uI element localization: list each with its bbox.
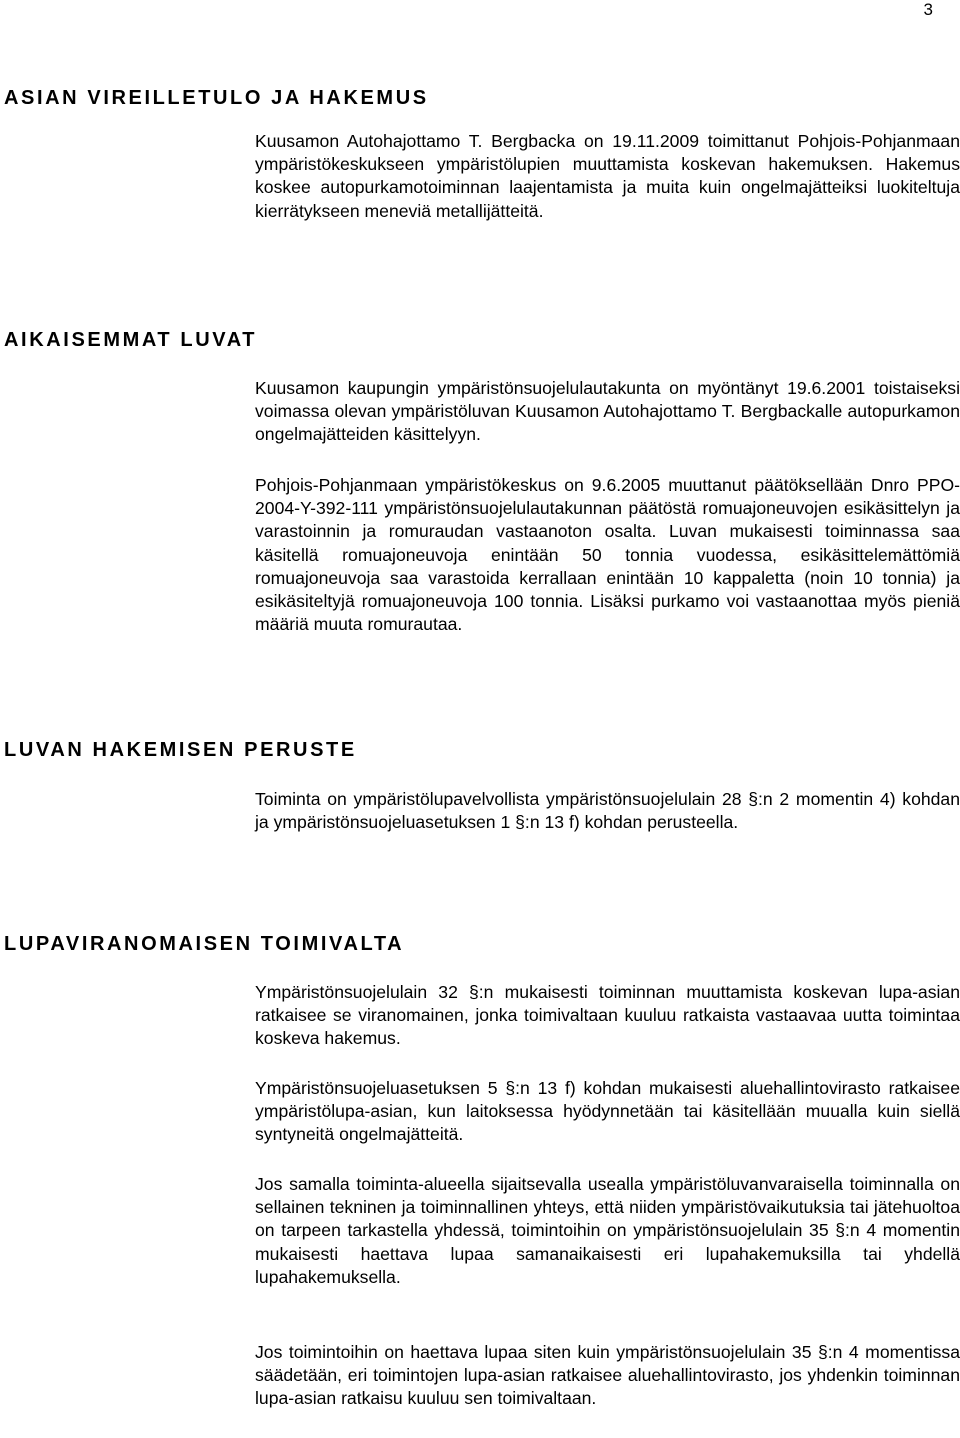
page-number: 3	[923, 0, 933, 19]
paragraph-toimivalta-3: Jos samalla toiminta-alueella sijaitsevalla usealla ympäristöluvanvaraisella toiminnalla on sellainen tekninen ja toiminnallinen yhteys, että niiden ympäristövaikutuksia tai jätehuoltoa on tarpeen tarkastella yhdessä, toimintoihin on ympäristönsuojelulain 35 §:n 4 momentin mukaisesti haettava lupaa samanaikaisesti eri lupahakemuksilla tai yhdellä lupahakemuksella.	[255, 1174, 960, 1287]
paragraph-toimivalta-2: Ympäristönsuojeluasetuksen 5 §:n 13 f) kohdan mukaisesti aluehallintovirasto ratkaisee ympäristölupa-asian, kun laitoksessa hyödynnetään tai käsitellään muualla kuin siellä syntyneitä ongelmajätteitä.	[255, 1078, 960, 1145]
section-heading-luvan-hakemisen-peruste: LUVAN HAKEMISEN PERUSTE	[4, 739, 357, 761]
paragraph-toimivalta-1: Ympäristönsuojelulain 32 §:n mukaisesti toiminnan muuttamista koskevan lupa-asian ratkaisee se viranomainen, jonka toimivaltaan kuuluu ratkaista vastaavaa uutta toimintaa koskeva hakemus.	[255, 982, 960, 1049]
section-heading-lupaviranomaisen-toimivalta: LUPAVIRANOMAISEN TOIMIVALTA	[4, 933, 405, 955]
paragraph-aikaisempi-lupa-2: Pohjois-Pohjanmaan ympäristökeskus on 9.6.2005 muuttanut päätöksellään Dnro PPO-2004-Y-392-111 ympäristönsuojelulautakunnan päätöstä romuajoneuvojen esikäsittelyn ja varastoinnin ja romuraudan vastaanoton osalta. Luvan mukaisesti toiminnassa saa käsitellä romuajoneuvoja enintään 50 tonnia vuodessa, esikäsittelemättömiä romuajoneuvoja saa varastoida kerrallaan enintään 10 kappaletta (noin 10 tonnia) ja esikäsiteltyjä romuajoneuvoja 100 tonnia. Lisäksi purkamo voi vastaanottaa myös pieniä määriä muuta romurautaa.	[255, 475, 960, 635]
section-heading-asian-vireilletulo: ASIAN VIREILLETULO JA HAKEMUS	[4, 87, 429, 109]
paragraph-hakemisen-peruste: Toiminta on ympäristölupavelvollista ympäristönsuojelulain 28 §:n 2 momentin 4) kohdan ja ympäristönsuojeluasetuksen 1 §:n 13 f) kohdan perusteella.	[255, 789, 960, 833]
paragraph-aikaisempi-lupa-1: Kuusamon kaupungin ympäristönsuojelulautakunta on myöntänyt 19.6.2001 toistaiseksi voimassa olevan ympäristöluvan Kuusamon Autohajottamo T. Bergbackalle autopurkamon ongelmajätteiden käsittelyyn.	[255, 378, 960, 445]
section-heading-aikaisemmat-luvat: AIKAISEMMAT LUVAT	[4, 329, 258, 351]
paragraph-hakemus: Kuusamon Autohajottamo T. Bergbacka on 19.11.2009 toimittanut Pohjois-Pohjanmaan ympäristökeskukseen ympäristölupien muuttamista koskevan hakemuksen. Hakemus koskee autopurkamotoiminnan laajentamista ja muita kuin ongelmajätteiksi luokiteltuja kierrätykseen meneviä metallijätteitä.	[255, 131, 960, 221]
paragraph-toimivalta-4: Jos toimintoihin on haettava lupaa siten kuin ympäristönsuojelulain 35 §:n 4 momentissa säädetään, eri toimintojen lupa-asian ratkaisee aluehallintovirasto, jos yhdenkin toiminnan lupa-asian ratkaisu kuuluu sen toimivaltaan.	[255, 1342, 960, 1409]
